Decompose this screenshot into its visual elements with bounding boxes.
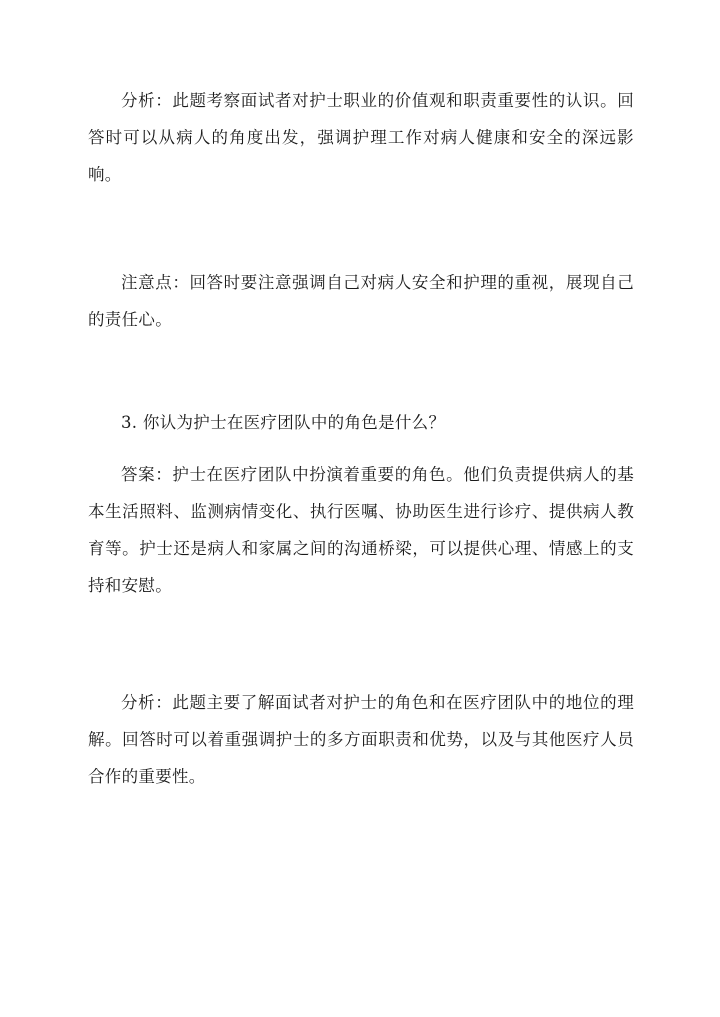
analysis-paragraph-2: 分析：此题主要了解面试者对护士的角色和在医疗团队中的地位的理解。回答时可以着重强调护士的多方面职责和优势，以及与其他医疗人员合作的重要性。 bbox=[88, 693, 634, 786]
note-paragraph: 注意点：回答时要注意强调自己对病人安全和护理的重视，展现自己的责任心。 bbox=[88, 273, 634, 329]
analysis-paragraph: 分析：此题考察面试者对护士职业的价值观和职责重要性的认识。回答时可以从病人的角度出发，强调护理工作对病人健康和安全的深远影响。 bbox=[88, 91, 634, 184]
question-heading: 3. 你认为护士在医疗团队中的角色是什么？ bbox=[121, 413, 446, 432]
answer-paragraph: 答案：护士在医疗团队中扮演着重要的角色。他们负责提供病人的基本生活照料、监测病情变化、执行医嘱、协助医生进行诊疗、提供病人教育等。护士还是病人和家属之间的沟通桥梁，可以提供心理、情感上的支持和安慰。 bbox=[88, 465, 634, 595]
